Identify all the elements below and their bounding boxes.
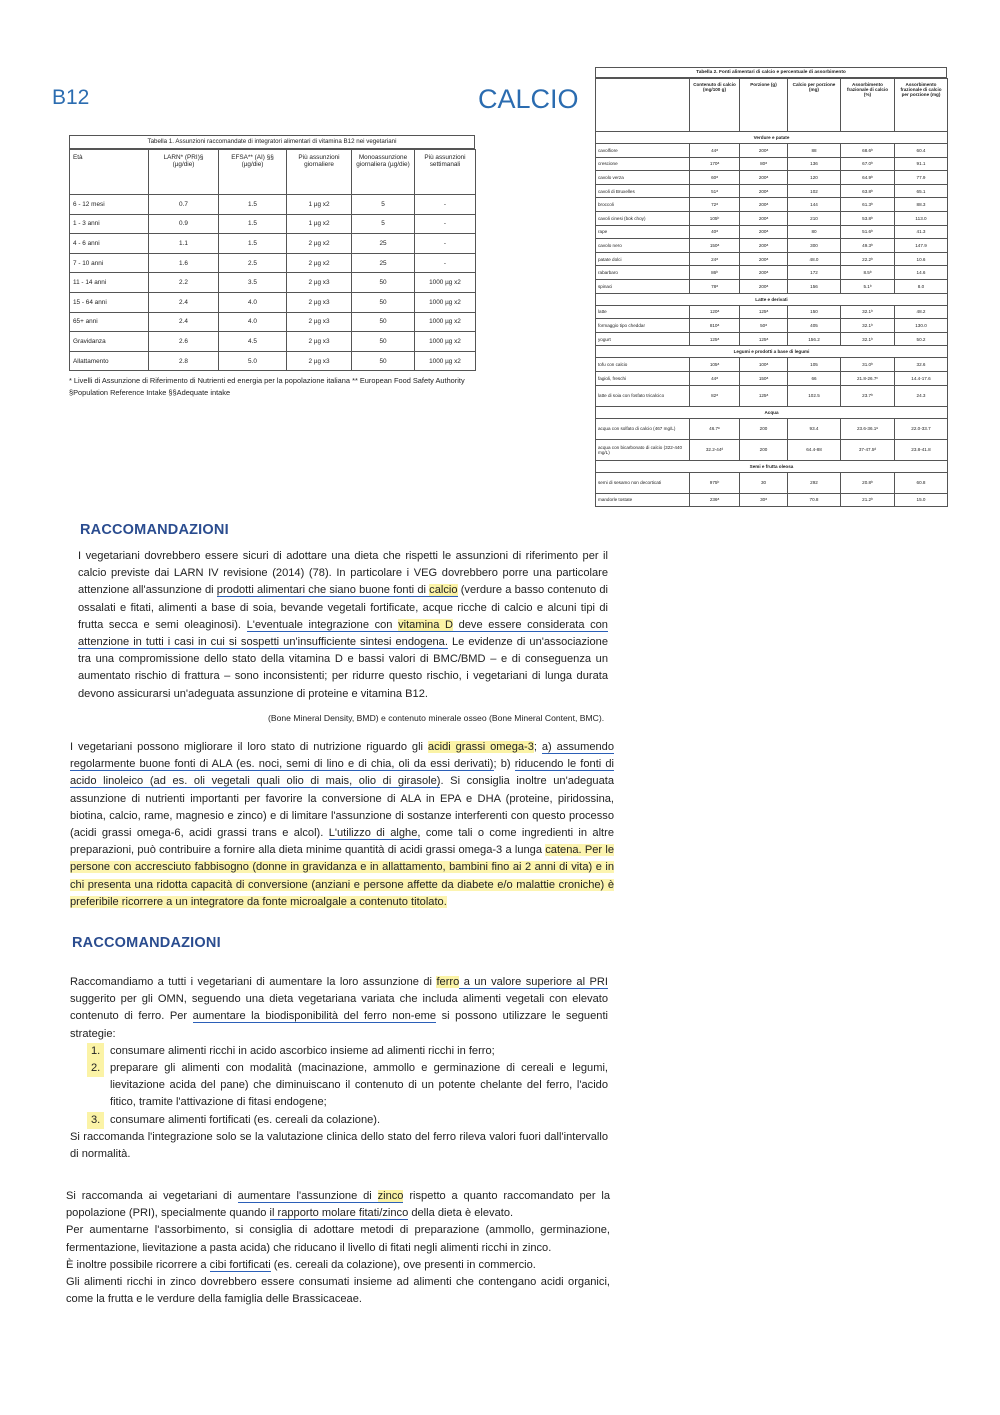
- table-cell: 64.4-88: [788, 439, 841, 460]
- table-row: [596, 371, 948, 385]
- table-cell: 1.1: [149, 234, 219, 254]
- table-cell: 105: [788, 358, 841, 372]
- table-cell: 2 µg x3: [287, 292, 352, 312]
- table-1-footnote: * Livelli di Assunzione di Riferimento di Nutrienti ed energia per la popolazione italiana ** European Food Safety Authority §Population Reference Intake §§Adequate intake: [69, 376, 465, 398]
- table-cell: 70.8: [788, 493, 841, 507]
- table-2-header: Calcio per porzione (mg): [788, 79, 841, 132]
- table-row: [596, 418, 948, 439]
- table-2-grid: [595, 78, 948, 507]
- table-cell: 2.6: [149, 332, 219, 352]
- table-cell: 23.8-41.8: [895, 439, 948, 460]
- table-cell: -: [415, 234, 476, 254]
- text: si possono utilizzare le seguenti strategie:: [70, 1010, 608, 1040]
- table-2-body: [596, 132, 948, 507]
- table-cell: 51ᵃ: [690, 184, 740, 198]
- table-cell: 32.6: [895, 358, 948, 372]
- zinc-paragraph: [66, 1188, 610, 1308]
- highlighted-text: ferro: [436, 976, 460, 988]
- table-cell: crescione: [596, 157, 690, 171]
- text: Le evidenze di un'associazione tra una compromissione dello stato della vitamina D e bassi valori di BMC/BMD – e di conseguenza un aumentato rischio di frattura – sono inconsistenti; per ridurre questo rischio, i vegetariani di lunga durata devono assicurarsi un'adeguata assunzione di proteine e vitamina B12.: [78, 636, 608, 700]
- table-row: [596, 319, 948, 333]
- table-cell: 60.8: [895, 472, 948, 493]
- table-cell: 23.6-36.1ᵉ: [841, 418, 895, 439]
- table-cell: 50ᵃ: [740, 319, 788, 333]
- table-cell: 0.9: [149, 214, 219, 234]
- table-cell: 125ᵃ: [740, 332, 788, 346]
- list-number: 1.: [87, 1043, 104, 1060]
- table-cell: Allattamento: [70, 351, 149, 371]
- table-cell: 100ᵃ: [740, 358, 788, 372]
- table-cell: 113.0: [895, 211, 948, 225]
- underlined-text: L'utilizzo di alghe,: [328, 827, 421, 840]
- table-2-caption: Tabella 2. Fonti alimentari di calcio e percentuale di assorbimento: [596, 68, 946, 78]
- underlined-text: L'eventuale integrazione con: [246, 618, 399, 631]
- table-cell: 25: [352, 253, 415, 273]
- table-cell: 1 - 3 anni: [70, 214, 149, 234]
- table-cell: 125ᵃ: [740, 305, 788, 319]
- calcio-label: CALCIO: [478, 84, 579, 114]
- table-cell: 105ᵇ: [690, 211, 740, 225]
- underlined-text: il rapporto molare fitati/zinco: [269, 1207, 409, 1220]
- section-heading: RACCOMANDAZIONI: [80, 522, 229, 538]
- table-cell: 88.3: [895, 198, 948, 212]
- table-cell: 120: [788, 171, 841, 185]
- table-cell: 1.6: [149, 253, 219, 273]
- table-cell: 31.0ᵇ: [841, 358, 895, 372]
- table-cell: 91.1: [895, 157, 948, 171]
- table-row: [70, 214, 476, 234]
- table-cell: 15.0: [895, 493, 948, 507]
- table-cell: 50: [352, 312, 415, 332]
- table-cell: 2 µg x3: [287, 273, 352, 293]
- table-row: [70, 253, 476, 273]
- table-row: [70, 312, 476, 332]
- table-2-header: Porzione (g): [740, 79, 788, 132]
- table-cell: 200ᵃ: [740, 239, 788, 253]
- table-cell: 15 - 64 anni: [70, 292, 149, 312]
- table-cell: broccoli: [596, 198, 690, 212]
- strategy-list: [70, 1043, 608, 1129]
- calcium-paragraph: [78, 548, 608, 703]
- highlighted-text: vitamina D: [398, 618, 453, 631]
- table-cell: 11 - 14 anni: [70, 273, 149, 293]
- table-cell: 130.0: [895, 319, 948, 333]
- table-row: [596, 332, 948, 346]
- table-cell: 1 µg x2: [287, 214, 352, 234]
- table-cell: 20.8ᵇ: [841, 472, 895, 493]
- text: I vegetariani dovrebbero essere sicuri di adottare una dieta che rispetti le assunzioni di riferimento per il calcio previste dai LARN IV revisione (2014) (78). In particolare i VEG dovrebbero porre una particolare attenzione all'assunzione di: [78, 550, 608, 597]
- table-row: [596, 305, 948, 319]
- list-text: preparare gli alimenti con modalità (macinazione, ammollo e germinazione di cereali e legumi, lievitazione acida del pane) che diminuiscano il contenuto di un potente chelante del ferro, l'acido fitico, tramite l'attivazione di fitasi endogene;: [110, 1062, 608, 1109]
- table-cell: 82ᵃ: [690, 385, 740, 406]
- table-row: [70, 292, 476, 312]
- table-cell: 1000 µg x2: [415, 292, 476, 312]
- table-cell: 1000 µg x2: [415, 332, 476, 352]
- table-cell: 8.5ᵇ: [841, 266, 895, 280]
- table-cell: 200ᵃ: [740, 211, 788, 225]
- table-cell: 41.3: [895, 225, 948, 239]
- table-cell: 49.3ᵇ: [841, 239, 895, 253]
- table-cell: 64.9ᵇ: [841, 171, 895, 185]
- section-heading: RACCOMANDAZIONI: [72, 935, 221, 951]
- table-cell: cavolfiore: [596, 144, 690, 158]
- table-cell: 4 - 6 anni: [70, 234, 149, 254]
- table-row: [596, 493, 948, 507]
- table-row: [596, 198, 948, 212]
- highlighted-text: zinco: [377, 1190, 404, 1202]
- underlined-text: aumentare l'assunzione di: [237, 1190, 378, 1202]
- table-cell: 44ᵃ: [690, 371, 740, 385]
- table-2-header: Contenuto di calcio (mg/100 g): [690, 79, 740, 132]
- table-1-header: Monoassunzione giornaliera (µg/die): [352, 150, 415, 195]
- table-cell: 50.2: [895, 332, 948, 346]
- table-cell: 156.2: [788, 332, 841, 346]
- table-cell: 2.4: [149, 312, 219, 332]
- table-cell: 46.7ᵉ: [690, 418, 740, 439]
- table-1-body: [70, 195, 476, 371]
- table-section-row: [596, 293, 948, 305]
- table-cell: 63.8ᵇ: [841, 184, 895, 198]
- table-cell: semi di sesamo non decorticati: [596, 472, 690, 493]
- table-cell: 200ᵃ: [740, 198, 788, 212]
- table-row: [596, 239, 948, 253]
- table-row: [596, 211, 948, 225]
- table-cell: 200ᵃ: [740, 144, 788, 158]
- table-section-title: Legumi e prodotti a base di legumi: [596, 346, 948, 358]
- table-row: [70, 332, 476, 352]
- text: I vegetariani possono migliorare il loro stato di nutrizione riguardo gli: [70, 741, 428, 753]
- table-cell: -: [415, 214, 476, 234]
- table-cell: -: [415, 195, 476, 215]
- table-cell: 200ᵃ: [740, 266, 788, 280]
- table-cell: 200ᵃ: [740, 171, 788, 185]
- table-cell: 50: [352, 351, 415, 371]
- text: ; b): [493, 758, 515, 771]
- table-cell: 136: [788, 157, 841, 171]
- table-cell: 4.0: [219, 292, 287, 312]
- text: suggerito per gli OMN, seguendo una dieta vegetariana variata che includa alimenti vegetali con elevato contenuto di ferro. Per: [70, 993, 608, 1023]
- text: rispetto a quanto raccomandato per la popolazione (PRI), specialmente quando: [66, 1190, 610, 1220]
- table-cell: fagioli, freschi: [596, 371, 690, 385]
- underlined-text: riducendo le fonti di acido linoleico (ad es. oli vegetali quali olio di mais, olio di girasole): [70, 758, 614, 788]
- table-row: [70, 195, 476, 215]
- table-cell: 125ᵃ: [690, 332, 740, 346]
- table-cell: cavoli cinesi (bok choy): [596, 211, 690, 225]
- table-cell: 5.0: [219, 351, 287, 371]
- table-row: [596, 472, 948, 493]
- table-cell: 2.2: [149, 273, 219, 293]
- table-cell: 200: [740, 418, 788, 439]
- table-cell: 5.1ᵇ: [841, 279, 895, 293]
- table-section-row: [596, 346, 948, 358]
- table-cell: 1000 µg x2: [415, 351, 476, 371]
- table-row: [596, 252, 948, 266]
- table-cell: 2 µg x3: [287, 332, 352, 352]
- table-2-header: Assorbimento frazionale di calcio per porzione (mg): [895, 79, 948, 132]
- table-cell: 200ᵃ: [740, 184, 788, 198]
- text: Raccomandiamo a tutti i vegetariani di aumentare la loro assunzione di: [70, 976, 437, 988]
- table-1-grid: [69, 149, 476, 371]
- table-cell: 50: [352, 273, 415, 293]
- table-cell: 2 µg x2: [287, 234, 352, 254]
- table-row: [596, 358, 948, 372]
- table-cell: latte: [596, 305, 690, 319]
- table-cell: 102: [788, 184, 841, 198]
- table-cell: 1000 µg x2: [415, 312, 476, 332]
- table-cell: acqua con solfato di calcio (467 mg/L): [596, 418, 690, 439]
- table-cell: 150: [788, 305, 841, 319]
- table-cell: 32.1ᵇ: [841, 332, 895, 346]
- table-1-caption: Tabella 1. Assunzioni raccomandate di integratori alimentari di vitamina B12 nei vegetariani: [70, 136, 474, 149]
- table-cell: rabarbaro: [596, 266, 690, 280]
- table-cell: 44ᵃ: [690, 144, 740, 158]
- table-cell: 14.6: [895, 266, 948, 280]
- table-1: [69, 135, 475, 399]
- table-cell: 172: [788, 266, 841, 280]
- table-row: [70, 351, 476, 371]
- table-cell: 40ᵃ: [690, 225, 740, 239]
- table-1-header-row: [70, 150, 476, 195]
- table-section-row: [596, 132, 948, 144]
- table-cell: cavoli di Bruxelles: [596, 184, 690, 198]
- table-section-title: Verdure e patate: [596, 132, 948, 144]
- table-cell: 147.9: [895, 239, 948, 253]
- table-cell: 50: [352, 292, 415, 312]
- table-cell: 86ᵇ: [690, 266, 740, 280]
- table-cell: 53.8ᵇ: [841, 211, 895, 225]
- table-cell: 150ᵃ: [690, 239, 740, 253]
- table-2-header: [596, 79, 690, 132]
- table-cell: 60ᵃ: [690, 171, 740, 185]
- b12-label: B12: [52, 86, 90, 109]
- table-cell: 93.4: [788, 418, 841, 439]
- table-row: [596, 279, 948, 293]
- table-cell: 24.3: [895, 385, 948, 406]
- table-row: [596, 157, 948, 171]
- table-cell: 125ᵃ: [740, 385, 788, 406]
- table-cell: tofu con calcio: [596, 358, 690, 372]
- table-cell: 200: [740, 439, 788, 460]
- table-cell: 1.5: [219, 214, 287, 234]
- table-cell: 7 - 10 anni: [70, 253, 149, 273]
- table-cell: 1.5: [219, 234, 287, 254]
- table-cell: 150ᵃ: [740, 371, 788, 385]
- table-cell: 37-47.5ᵈ: [841, 439, 895, 460]
- table-cell: 2.8: [149, 351, 219, 371]
- table-cell: formaggio tipo cheddar: [596, 319, 690, 333]
- table-cell: 65+ anni: [70, 312, 149, 332]
- table-cell: 405: [788, 319, 841, 333]
- table-cell: 2 µg x3: [287, 351, 352, 371]
- table-cell: 60.4: [895, 144, 948, 158]
- table-cell: 30ᵃ: [740, 493, 788, 507]
- underlined-text: aumentare la biodisponibilità del ferro non-eme: [192, 1010, 437, 1023]
- table-cell: patate dolci: [596, 252, 690, 266]
- table-cell: 5: [352, 195, 415, 215]
- text: ;: [533, 741, 542, 753]
- list-text: consumare alimenti fortificati (es. cereali da colazione).: [110, 1113, 381, 1126]
- table-row: [596, 385, 948, 406]
- table-cell: 105ᵃ: [690, 358, 740, 372]
- table-1-header: Più assunzioni giornaliere: [287, 150, 352, 195]
- table-cell: 32.1ᵇ: [841, 305, 895, 319]
- table-cell: 25: [352, 234, 415, 254]
- table-cell: 102.5: [788, 385, 841, 406]
- table-cell: 21.2ᵇ: [841, 493, 895, 507]
- table-cell: 48.2: [895, 305, 948, 319]
- table-cell: 80: [788, 225, 841, 239]
- table-cell: -: [415, 253, 476, 273]
- table-cell: 200ᵃ: [740, 279, 788, 293]
- table-section-row: [596, 460, 948, 472]
- table-section-title: Latte e derivati: [596, 293, 948, 305]
- table-2: [595, 67, 947, 507]
- text: Per aumentarne l'assorbimento, si consiglia di adottare metodi di preparazione (ammollo, germinazione, fermentazione, lievitazione a pasta acida) che riducano il livello di fitati negli alimenti ricchi in zinco.: [66, 1224, 610, 1254]
- table-row: [596, 266, 948, 280]
- text: Si raccomanda ai vegetariani di: [66, 1190, 238, 1202]
- table-cell: 24ᵃ: [690, 252, 740, 266]
- table-section-title: Acqua: [596, 406, 948, 418]
- table-1-header: EFSA** (AI) §§ (µg/die): [219, 150, 287, 195]
- table-cell: cavolo nero: [596, 239, 690, 253]
- table-cell: 5: [352, 214, 415, 234]
- table-cell: 292: [788, 472, 841, 493]
- text: . Si consiglia inoltre un'adeguata assunzione di nutrienti importanti per favorire la conversione di ALA in EPA e DHA (proteine, piridossina, biotina, calcio, rame, magnesio e zinco) e di limitare l'assunzione di sostanze interferenti con questo processo (acidi grassi omega-6, acidi grassi trans e alcol).: [70, 775, 614, 840]
- underlined-text: prodotti alimentari che siano buone fonti di: [216, 584, 430, 597]
- list-item: [70, 1043, 608, 1060]
- text: Gli alimenti ricchi in zinco dovrebbero essere consumati insieme ad alimenti che contengano acidi organici, come la frutta e le verdure della famiglia delle Brassicaceae.: [66, 1276, 610, 1306]
- table-cell: 72ᵃ: [690, 198, 740, 212]
- highlighted-text: calcio: [429, 584, 458, 597]
- table-cell: 2.5: [219, 253, 287, 273]
- table-row: [596, 439, 948, 460]
- table-cell: 77.9: [895, 171, 948, 185]
- table-cell: 68.6ᵇ: [841, 144, 895, 158]
- table-section-title: Semi e frutta oleosa: [596, 460, 948, 472]
- table-section-row: [596, 406, 948, 418]
- table-cell: 210: [788, 211, 841, 225]
- table-cell: 200ᵃ: [740, 225, 788, 239]
- table-cell: 200ᵃ: [740, 252, 788, 266]
- table-cell: 22.2ᵇ: [841, 252, 895, 266]
- table-cell: 236ᵃ: [690, 493, 740, 507]
- underlined-text: cibi fortificati: [209, 1258, 271, 1271]
- table-cell: spinaci: [596, 279, 690, 293]
- table-1-header: LARN* (PRI)§ (µg/die): [149, 150, 219, 195]
- table-cell: 2 µg x3: [287, 312, 352, 332]
- iron-paragraph: [70, 974, 608, 1163]
- table-1-header: Età: [70, 150, 149, 195]
- table-1-header: Più assunzioni settimanali: [415, 150, 476, 195]
- table-cell: 21.8-26.7ᶜ: [841, 371, 895, 385]
- table-cell: 65.1: [895, 184, 948, 198]
- table-row: [70, 273, 476, 293]
- table-cell: rape: [596, 225, 690, 239]
- table-cell: 4.0: [219, 312, 287, 332]
- table-cell: 67.0ᵇ: [841, 157, 895, 171]
- table-cell: 4.5: [219, 332, 287, 352]
- list-number: 3.: [87, 1112, 104, 1129]
- text: È inoltre possibile ricorrere a: [66, 1258, 210, 1271]
- underlined-text: a) assumendo regolarmente buone fonti di ALA (es. noci, semi di lino e di chia, oli da essi derivati): [70, 741, 615, 771]
- table-cell: mandorle tostate: [596, 493, 690, 507]
- table-cell: 975ᵇ: [690, 472, 740, 493]
- table-cell: latte di soia con fosfato tricalcico: [596, 385, 690, 406]
- table-cell: 32.1ᵇ: [841, 319, 895, 333]
- text: della dieta è elevato.: [408, 1207, 514, 1220]
- table-cell: 80ᵃ: [740, 157, 788, 171]
- table-cell: 120ᵃ: [690, 305, 740, 319]
- table-cell: 1 µg x2: [287, 195, 352, 215]
- table-cell: yogurt: [596, 332, 690, 346]
- table-row: [70, 234, 476, 254]
- table-cell: 810ᵃ: [690, 319, 740, 333]
- table-cell: 50: [352, 332, 415, 352]
- table-cell: 3.5: [219, 273, 287, 293]
- table-2-header: Assorbimento frazionale di calcio (%): [841, 79, 895, 132]
- table-cell: 170ᵃ: [690, 157, 740, 171]
- table-cell: 88: [788, 144, 841, 158]
- table-row: [596, 144, 948, 158]
- highlighted-text: acidi grassi omega-3: [427, 741, 534, 753]
- table-cell: acqua con bicarbonato di calcio (322-440 mg/L): [596, 439, 690, 460]
- table-cell: 300: [788, 239, 841, 253]
- underlined-text: a un valore superiore al PRI: [459, 976, 608, 988]
- omega3-paragraph: [70, 739, 614, 911]
- table-cell: 66: [788, 371, 841, 385]
- table-cell: cavolo verza: [596, 171, 690, 185]
- underlined-text: deve essere considerata con attenzione in tutti i casi in cui si sospetti un'insufficiente sintesi endogena.: [78, 618, 608, 649]
- text: (es. cereali da colazione), ove presenti in commercio.: [270, 1258, 536, 1271]
- table-cell: 10.6: [895, 252, 948, 266]
- table-cell: 78ᵃ: [690, 279, 740, 293]
- table-cell: 51.6ᵇ: [841, 225, 895, 239]
- table-cell: 1.5: [219, 195, 287, 215]
- table-cell: 6 - 12 mesi: [70, 195, 149, 215]
- table-cell: 22.0-33.7: [895, 418, 948, 439]
- table-row: [596, 171, 948, 185]
- table-cell: 30: [740, 472, 788, 493]
- text: come tali o come ingredienti in altre preparazioni, può contribuire a fornire alla dieta minime quantità di acidi grassi omega-3 a lunga: [70, 827, 614, 857]
- table-cell: Gravidanza: [70, 332, 149, 352]
- table-cell: 14.4-17.6: [895, 371, 948, 385]
- table-cell: 23.7ᵇ: [841, 385, 895, 406]
- table-cell: 2 µg x2: [287, 253, 352, 273]
- text: Si raccomanda l'integrazione solo se la valutazione clinica dello stato del ferro rileva valori fuori dall'intervallo di normalità.: [70, 1130, 608, 1161]
- list-item: [70, 1060, 608, 1112]
- table-cell: 48.0: [788, 252, 841, 266]
- table-cell: 0.7: [149, 195, 219, 215]
- table-2-header-row: [596, 79, 948, 132]
- table-cell: 32.2-44ᵈ: [690, 439, 740, 460]
- list-text: consumare alimenti ricchi in acido ascorbico insieme ad alimenti ricchi in ferro;: [110, 1044, 495, 1057]
- table-row: [596, 225, 948, 239]
- table-cell: 8.0: [895, 279, 948, 293]
- table-row: [596, 184, 948, 198]
- highlighted-block: catena. Per le persone con accresciuto fabbisogno (donne in gravidanza e in allattamento, bambini fino ai 2 anni di vita) e in chi presenta una ridotta capacità di conversione (anziani e persone affette da diabete e/o malattie croniche) è preferibile ricorrere a un integratore da fonte microalgale a contenuto titolato.: [70, 844, 614, 908]
- table-cell: 144: [788, 198, 841, 212]
- table-cell: 1000 µg x2: [415, 273, 476, 293]
- table-cell: 61.3ᵇ: [841, 198, 895, 212]
- table-cell: 2.4: [149, 292, 219, 312]
- list-number: 2.: [87, 1060, 104, 1077]
- list-item: [70, 1112, 608, 1129]
- bmd-caption: (Bone Mineral Density, BMD) e contenuto minerale osseo (Bone Mineral Content, BMC).: [268, 713, 605, 723]
- table-cell: 156: [788, 279, 841, 293]
- text: (verdure a basso contenuto di ossalati e fitati, alimenti a base di soia, bevande vegetali fortificate, acque ricche di calcio e alcuni tipi di frutta secca e semi oleaginosi).: [78, 584, 608, 631]
